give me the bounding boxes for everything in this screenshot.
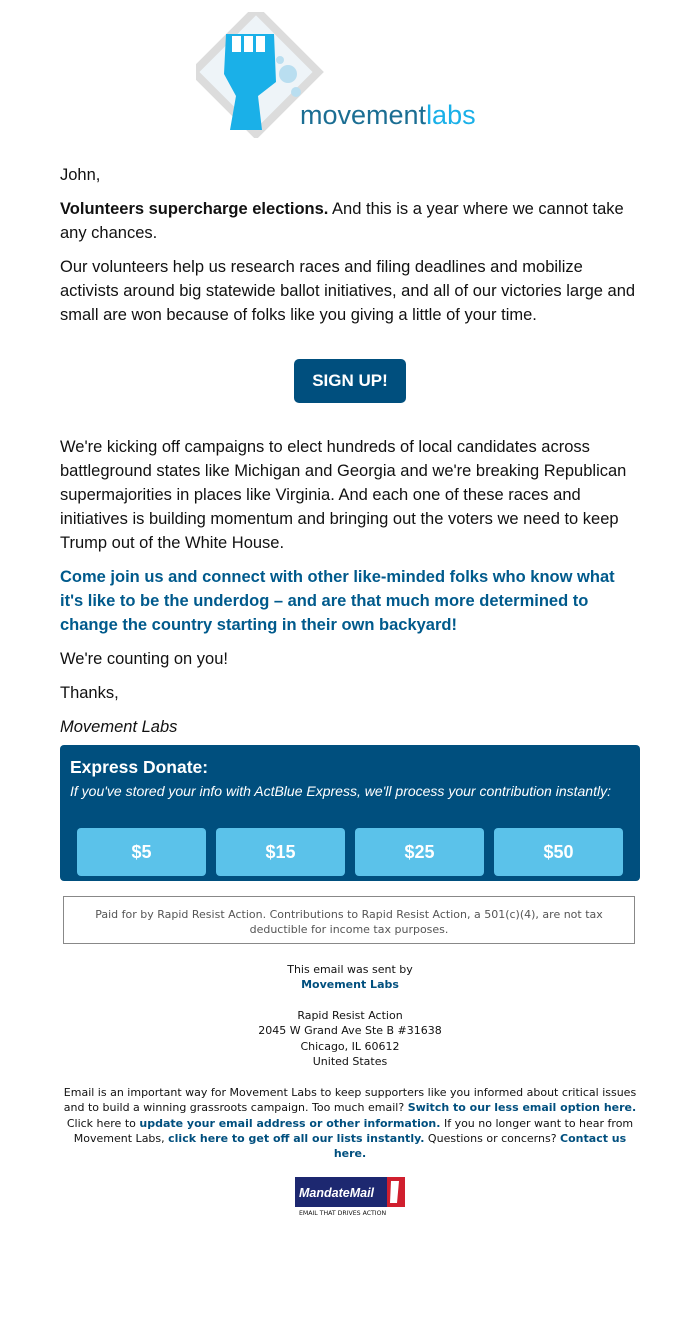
unsubscribe-link[interactable]: click here to get off all our lists instantly. (168, 1131, 425, 1145)
notice-text-2: Click here to (66, 1116, 140, 1130)
intro-rest: And this is a year where we cannot take any chances. (60, 200, 624, 242)
counting-line: We're counting on you! (60, 650, 228, 668)
signature: Movement Labs (60, 718, 178, 736)
notice-text-4: Questions or concerns? (424, 1131, 561, 1145)
address-country: United States (312, 1054, 388, 1068)
paid-for-disclaimer: Paid for by Rapid Resist Action. Contributions to Rapid Resist Action, a 501(c)(4), are not tax deductible for income tax purposes. (63, 896, 635, 944)
sender-link[interactable]: Movement Labs (301, 978, 399, 992)
notice-text-3: If you no longer want to hear from Movement Labs, (73, 1116, 634, 1145)
mandatemail-name: MandateMail (299, 1186, 375, 1200)
mandatemail-tagline: EMAIL THAT DRIVES ACTION (299, 1210, 387, 1217)
express-donate-title: Express Donate: (70, 757, 209, 777)
thanks-line: Thanks, (60, 684, 119, 702)
movement-labs-logo (196, 12, 506, 138)
donate-25-button[interactable]: $25 (355, 828, 484, 876)
signup-button[interactable]: SIGN UP! (294, 359, 406, 403)
address-line-1: 2045 W Grand Ave Ste B #31638 (258, 1024, 442, 1038)
sent-by-label: This email was sent by (287, 963, 413, 976)
less-email-link[interactable]: Switch to our less email option here. (407, 1101, 637, 1115)
logo-wordmark: movementlabs (300, 100, 476, 130)
signup-row (60, 359, 640, 403)
footer-notice (58, 1085, 642, 1161)
contact-link[interactable]: Contact us here. (333, 1131, 627, 1161)
campaigns-paragraph: We're kicking off campaigns to elect hundreds of local candidates across battleground states like Michigan and Georgia and we're breaking Republican supermajorities in places like Virginia. And each one of these races and initiatives is building momentum and bringing out the voters we need to keep Trump out of the White House. (60, 438, 627, 552)
address-block (60, 1008, 640, 1069)
address-line-2: Chicago, IL 60612 (300, 1039, 400, 1053)
update-info-link[interactable]: update your email address or other information. (139, 1116, 441, 1130)
email-body (60, 163, 640, 739)
callout-paragraph: Come join us and connect with other like-minded folks who know what it's like to be the underdog – and are that much more determined to change the country starting in their own backyard! (60, 568, 615, 634)
intro-bold: Volunteers supercharge elections. (60, 200, 329, 218)
intro-paragraph (60, 197, 640, 245)
express-donate-subtitle: If you've stored your info with ActBlue Express, we'll process your contribution instantly: (70, 783, 611, 799)
notice-text-1: Email is an important way for Movement Labs to keep supporters like you informed about critical issues and to build a winning grassroots campaign. Too much email? (63, 1086, 637, 1115)
express-donate-box (60, 745, 640, 881)
donate-15-button[interactable]: $15 (216, 828, 345, 876)
volunteers-paragraph: Our volunteers help us research races and filing deadlines and mobilize activists around big statewide ballot initiatives, and all of our victories large and small are won because of folks like you giving a little of your time. (60, 258, 636, 324)
greeting: John, (60, 166, 101, 184)
org-name: Rapid Resist Action (297, 1009, 403, 1022)
donate-50-button[interactable]: $50 (494, 828, 623, 876)
donate-5-button[interactable]: $5 (77, 828, 206, 876)
sender-block (60, 962, 640, 993)
mandatemail-logo[interactable] (295, 1177, 405, 1217)
